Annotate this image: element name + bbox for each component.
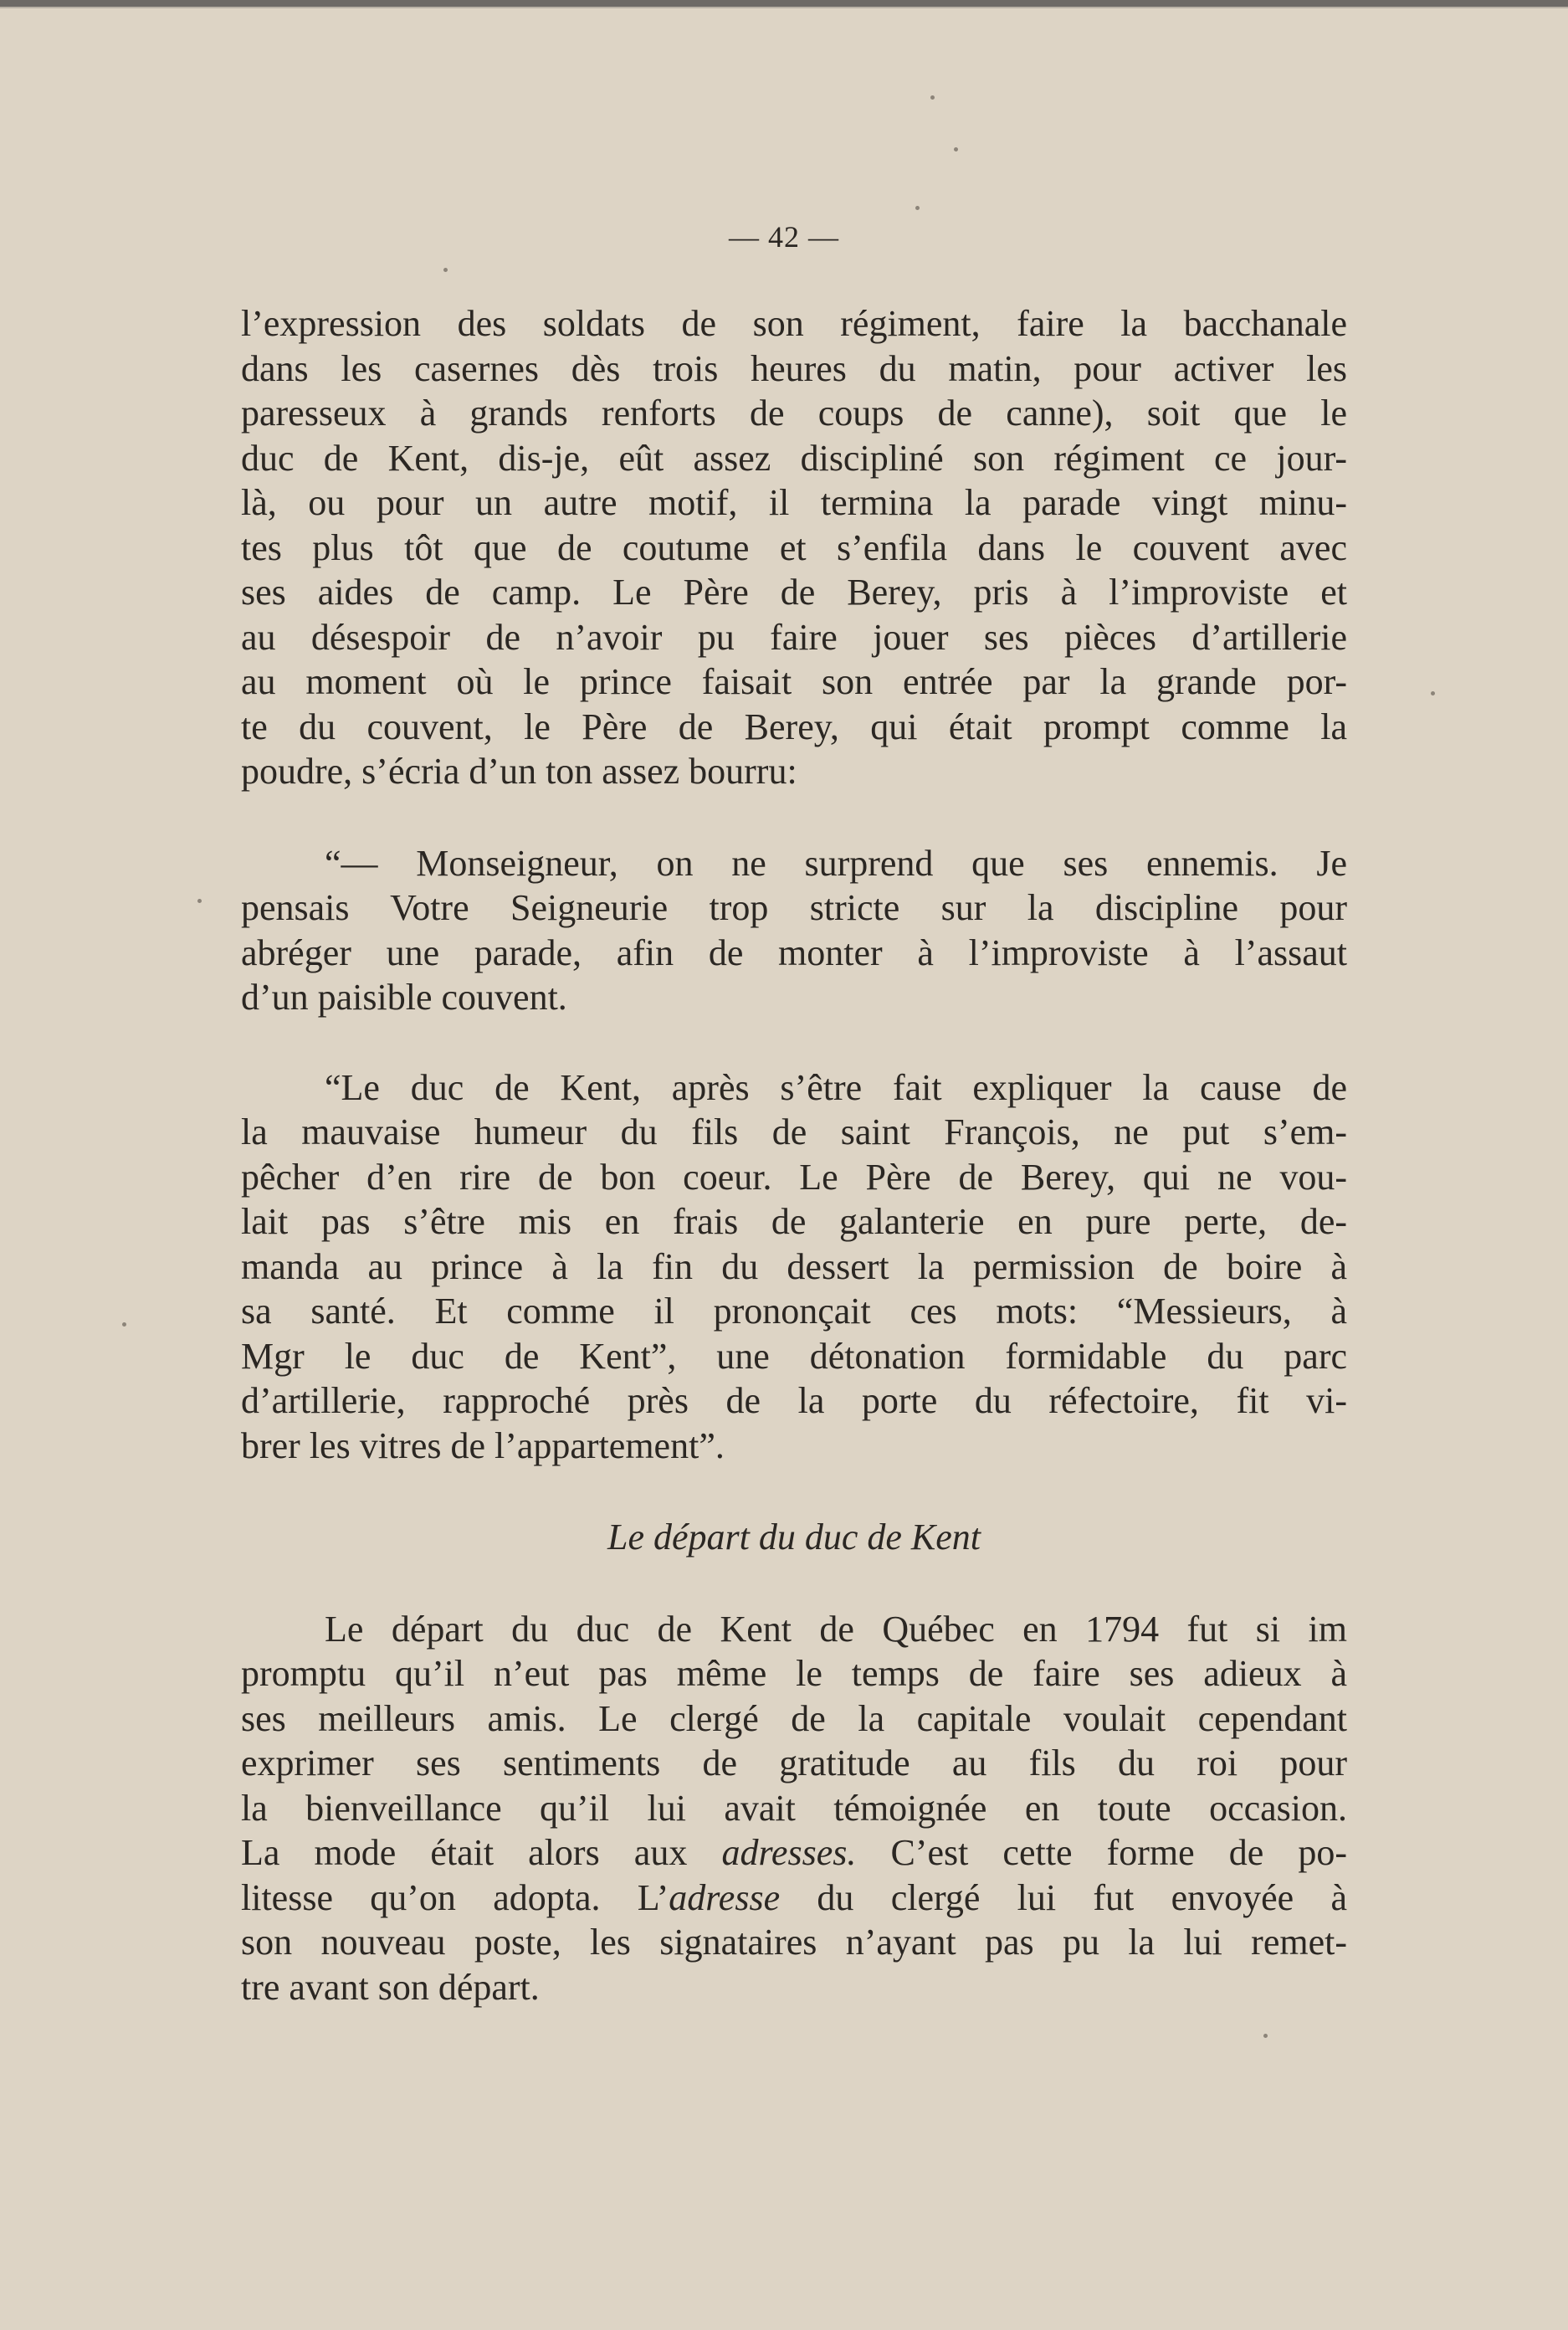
text-line: d’artillerie, rapproché près de la porte du réfectoire, fit vi- [241,1380,1347,1421]
text-line: manda au prince à la fin du dessert la permission de boire à [241,1245,1347,1287]
paragraph-3 [241,1065,1347,1469]
text-line: ses meilleurs amis. Le clergé de la capitale voulait cependant [241,1697,1347,1739]
paper-speck [954,147,958,151]
paper-speck [1431,691,1435,695]
text-line: exprimer ses sentiments de gratitude au fils du roi pour [241,1742,1347,1783]
paper-speck [122,1322,126,1327]
paragraph-1 [241,301,1347,794]
section-heading: Le départ du duc de Kent [607,1517,981,1558]
text-line: Mgr le duc de Kent”, une détonation formidable du parc [241,1335,1347,1377]
paragraph-2 [241,841,1347,1020]
text-line: “Le duc de Kent, après s’être fait expliquer la cause de [325,1066,1347,1108]
text-line: la mauvaise humeur du fils de saint François, ne put s’em- [241,1111,1347,1152]
text-run: litesse qu’on adopta. L’ [241,1876,669,1918]
page-top-edge [0,0,1568,8]
paper-speck [930,95,935,100]
text-line: l’expression des soldats de son régiment, faire la bacchanale [241,303,1347,344]
italic-word: adresses. [721,1832,857,1873]
text-run: La mode était alors aux [241,1832,722,1873]
text-line: lait pas s’être mis en frais de galanterie en pure perte, de- [241,1201,1347,1242]
text-line: pêcher d’en rire de bon coeur. Le Père de Berey, qui ne vou- [241,1156,1347,1198]
text-line: Le départ du duc de Kent de Québec en 1794 fut si im [325,1608,1347,1650]
paper-speck [915,206,920,210]
text-line: tre avant son départ. [241,1966,540,2008]
text-line: la bienveillance qu’il lui avait témoignée en toute occasion. [241,1787,1347,1829]
text-line: duc de Kent, dis-je, eût assez discipliné son régiment ce jour- [241,437,1347,479]
text-line: ses aides de camp. Le Père de Berey, pris à l’improviste et [241,572,1347,613]
text-line: paresseux à grands renforts de coups de canne), soit que le [241,393,1347,434]
text-line [241,1876,1347,1921]
text-line [241,1830,1347,1876]
text-line: promptu qu’il n’eut pas même le temps de faire ses adieux à [241,1653,1347,1694]
text-line: abréger une parade, afin de monter à l’improviste à l’assaut [241,931,1347,973]
text-line: là, ou pour un autre motif, il termina la parade vingt minu- [241,482,1347,523]
text-line: au moment où le prince faisait son entrée par la grande por- [241,661,1347,702]
text-line: tes plus tôt que de coutume et s’enfila dans le couvent avec [241,526,1347,568]
text-run: C’est cette forme de po- [856,1832,1347,1873]
paper-speck [1263,2034,1268,2038]
text-line: poudre, s’écria d’un ton assez bourru: [241,751,797,792]
text-line: dans les casernes dès trois heures du matin, pour activer les [241,347,1347,389]
text-line: sa santé. Et comme il prononçait ces mots: “Messieurs, à [241,1291,1347,1332]
paragraph-4 [241,1607,1347,2010]
text-line: te du couvent, le Père de Berey, qui était prompt comme la [241,706,1347,747]
paper-speck [197,899,202,903]
page-number: — 42 — [729,220,839,254]
text-line: brer les vitres de l’appartement”. [241,1424,725,1466]
text-line: “— Monseigneur, on ne surprend que ses ennemis. Je [325,842,1347,884]
text-run: du clergé lui fut envoyée à [780,1876,1347,1918]
italic-word: adresse [669,1876,781,1918]
page-body [241,301,1347,2009]
paper-speck [443,268,448,272]
text-line: au désespoir de n’avoir pu faire jouer ses pièces d’artillerie [241,616,1347,658]
text-line: d’un paisible couvent. [241,977,567,1018]
text-line: son nouveau poste, les signataires n’ayant pas pu la lui remet- [241,1922,1347,1963]
text-line: pensais Votre Seigneurie trop stricte sur la discipline pour [241,887,1347,928]
